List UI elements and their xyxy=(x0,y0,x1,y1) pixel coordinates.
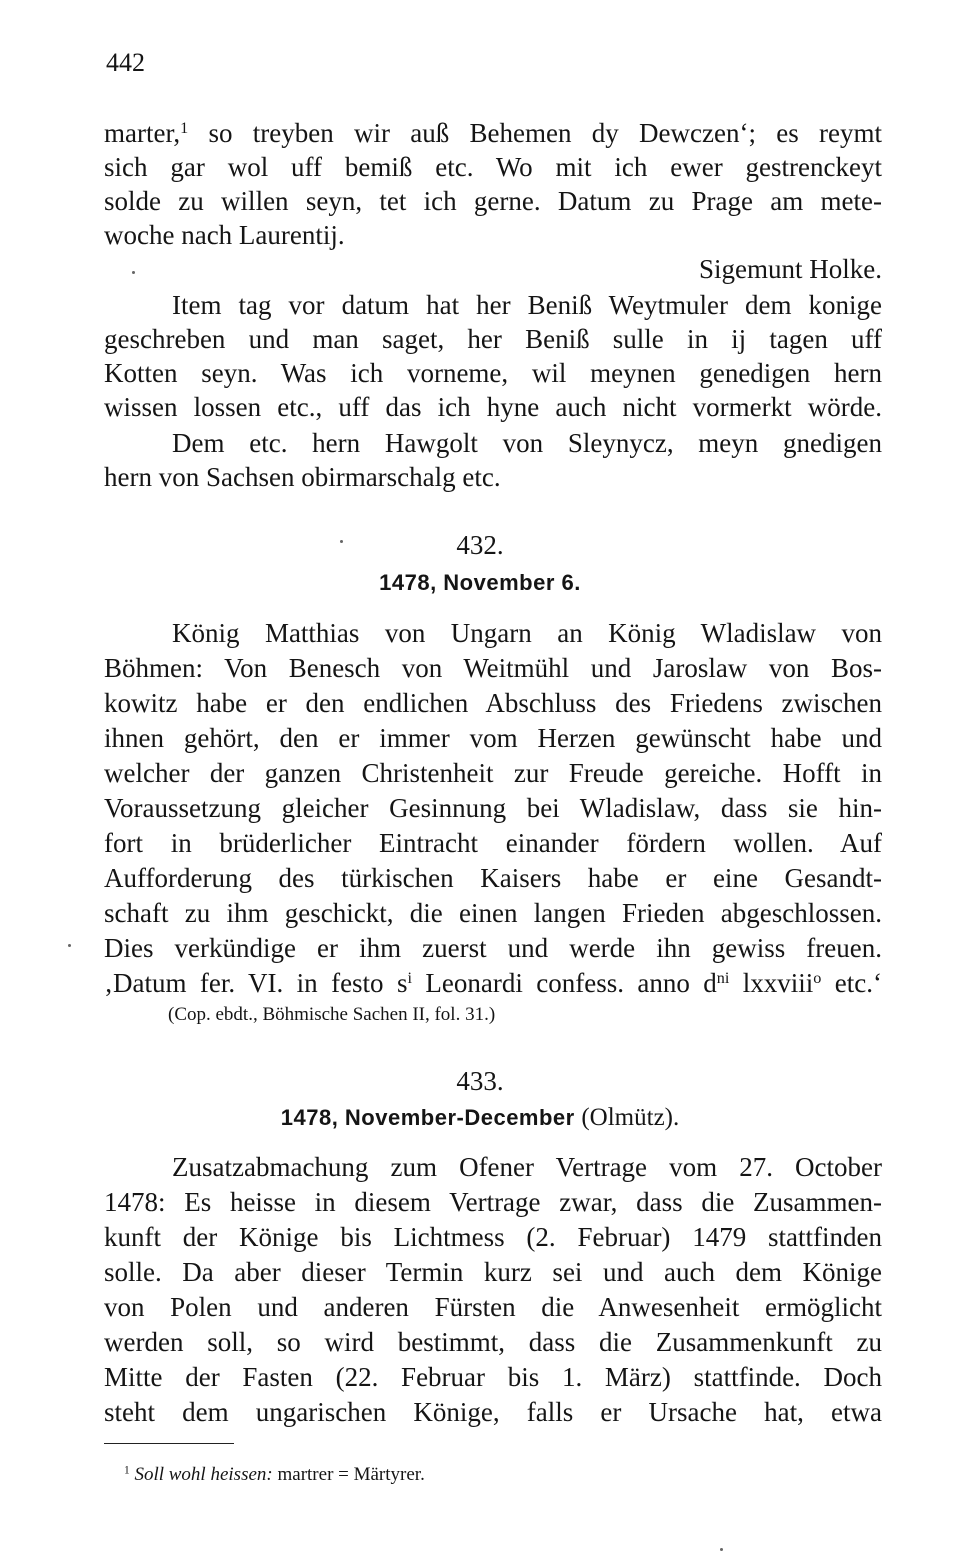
document-date: 1478, November-December (Olmütz). xyxy=(280,1104,680,1131)
summary-line: schaft zu ihm geschickt, die einen langen Frieden abgeschlossen. xyxy=(104,898,882,928)
summary-line: 1478: Es heisse in diesem Vertrage zwar, dass die Zusammen- xyxy=(104,1187,882,1217)
summary-line: solle. Da aber dieser Termin kurz sei und auch dem Könige xyxy=(104,1257,882,1287)
footnote-ref: 1 xyxy=(180,119,189,138)
footnote-rule xyxy=(104,1443,234,1444)
document-number: 432. xyxy=(456,530,504,560)
summary-line: steht dem ungarischen Könige, falls er Ursache hat, etwa xyxy=(104,1397,882,1427)
summary-line: welcher der ganzen Christenheit zur Freude gereiche. Hofft in xyxy=(104,758,882,788)
item-line: Item tag vor datum hat her Beniß Weytmuler dem konige xyxy=(172,290,882,320)
address-line: hern von Sachsen obirmarschalg etc. xyxy=(104,462,501,492)
document-date: 1478, November 6. xyxy=(379,570,581,595)
print-speck xyxy=(340,540,343,543)
document-number: 433. xyxy=(456,1066,504,1096)
summary-line: Aufforderung des türkischen Kaisers habe er eine Gesandt- xyxy=(104,863,882,893)
summary-line: Böhmen: Von Benesch von Weitmühl und Jaroslaw von Bos- xyxy=(104,653,882,683)
print-speck xyxy=(132,271,135,274)
address-line: Dem etc. hern Hawgolt von Sleynycz, meyn gnedigen xyxy=(172,428,882,458)
page-number: 442 xyxy=(106,48,145,77)
footnote-marker: 1 xyxy=(124,1464,130,1477)
summary-line: König Matthias von Ungarn an König Wladislaw von xyxy=(172,618,882,648)
print-speck xyxy=(68,944,71,947)
datum-line: ‚Datum fer. VI. in festo $s^i$ Leonardi confess. anno $d^{ni}$ lxxviii$^o$ etc.‘ xyxy=(104,968,882,998)
letter-line: sich gar wol uff bemiß etc. Wo mit ich ewer gestrenckeyt xyxy=(104,152,882,182)
item-line: geschreben und man saget, her Beniß sulle in ij tagen uff xyxy=(104,324,882,354)
source-citation: (Cop. ebdt., Böhmische Sachen II, fol. 31.) xyxy=(168,1004,496,1025)
signature: Sigemunt Holke. xyxy=(699,254,882,284)
letter-line: solde zu willen seyn, tet ich gerne. Datum zu Prage am mete- xyxy=(104,186,882,216)
summary-line: Voraussetzung gleicher Gesinnung bei Wladislaw, dass sie hin- xyxy=(104,793,882,823)
summary-line: von Polen und anderen Fürsten die Anwesenheit ermöglicht xyxy=(104,1292,882,1322)
print-speck xyxy=(720,1548,723,1551)
summary-line: kowitz habe er den endlichen Abschluss des Friedens zwischen xyxy=(104,688,882,718)
summary-line: fort in brüderlicher Eintracht einander fördern wollen. Auf xyxy=(104,828,882,858)
letter-line: marter,$^1$ so treyben wir auß Behemen dy Dewczen‘; es reymt xyxy=(104,118,882,148)
document-place: (Olmütz). xyxy=(581,1104,680,1131)
summary-line: werden soll, so wird bestimmt, dass die Zusammenkunft zu xyxy=(104,1327,882,1357)
summary-line: Mitte der Fasten (22. Februar bis 1. März) stattfinde. Doch xyxy=(104,1362,882,1392)
letter-line: woche nach Laurentij. xyxy=(104,220,345,250)
summary-line: kunft der Könige bis Lichtmess (2. Februar) 1479 stattfinden xyxy=(104,1222,882,1252)
footnote: $^1$ Soll wohl heissen: martrer = Märtyrer. xyxy=(124,1464,425,1485)
summary-line: Zusatzabmachung zum Ofener Vertrage vom 27. October xyxy=(172,1152,882,1182)
summary-line: Dies verkündige er ihm zuerst und werde ihn gewiss freuen. xyxy=(104,933,882,963)
item-line: wissen lossen etc., uff das ich hyne auch nicht vormerkt wörde. xyxy=(104,392,882,422)
summary-line: ihnen gehört, den er immer vom Herzen gewünscht habe und xyxy=(104,723,882,753)
item-line: Kotten seyn. Was ich vorneme, wil meynen genedigen hern xyxy=(104,358,882,388)
